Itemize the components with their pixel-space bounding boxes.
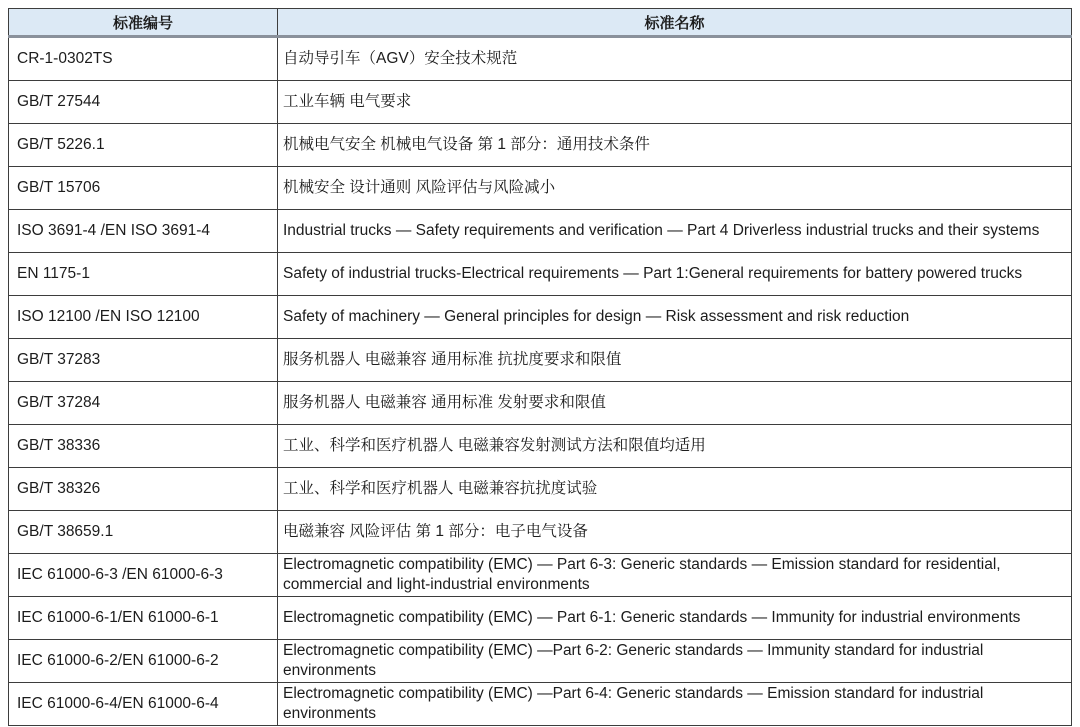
- table-row: [9, 425, 1072, 468]
- table-row: [9, 468, 1072, 511]
- standard-name-cell: 机械电气安全 机械电气设备 第 1 部分：通用技术条件: [278, 124, 1072, 167]
- standard-name-cell: Electromagnetic compatibility (EMC) —Part 6-4: Generic standards — Emission standard for industrial environments: [278, 683, 1072, 726]
- standard-number-cell: IEC 61000-6-4/EN 61000-6-4: [9, 683, 278, 726]
- table-row: [9, 339, 1072, 382]
- standard-number-cell: GB/T 38659.1: [9, 511, 278, 554]
- table-row: [9, 210, 1072, 253]
- table-row: [9, 382, 1072, 425]
- standard-number-cell: GB/T 37284: [9, 382, 278, 425]
- standard-name-cell: 工业车辆 电气要求: [278, 81, 1072, 124]
- header-standard-name: 标准名称: [278, 9, 1072, 37]
- standard-name-cell: 机械安全 设计通则 风险评估与风险减小: [278, 167, 1072, 210]
- standard-number-cell: GB/T 27544: [9, 81, 278, 124]
- table-row: [9, 124, 1072, 167]
- standards-table: [8, 8, 1072, 726]
- standard-name-cell: 服务机器人 电磁兼容 通用标准 抗扰度要求和限值: [278, 339, 1072, 382]
- standard-number-cell: IEC 61000-6-1/EN 61000-6-1: [9, 597, 278, 640]
- standard-name-cell: Industrial trucks — Safety requirements and verification — Part 4 Driverless industrial trucks and their systems: [278, 210, 1072, 253]
- standard-number-cell: GB/T 15706: [9, 167, 278, 210]
- standard-name-cell: 自动导引车（AGV）安全技术规范: [278, 37, 1072, 81]
- standard-number-cell: IEC 61000-6-3 /EN 61000-6-3: [9, 554, 278, 597]
- standard-number-cell: GB/T 38336: [9, 425, 278, 468]
- table-row: [9, 296, 1072, 339]
- standard-number-cell: ISO 12100 /EN ISO 12100: [9, 296, 278, 339]
- standard-name-cell: Electromagnetic compatibility (EMC) — Part 6-3: Generic standards — Emission standard for residential, commercial and light-industrial environments: [278, 554, 1072, 597]
- header-standard-number: 标准编号: [9, 9, 278, 37]
- standard-name-cell: 电磁兼容 风险评估 第 1 部分：电子电气设备: [278, 511, 1072, 554]
- table-row: [9, 511, 1072, 554]
- standard-name-cell: 工业、科学和医疗机器人 电磁兼容抗扰度试验: [278, 468, 1072, 511]
- standard-number-cell: CR-1-0302TS: [9, 37, 278, 81]
- standard-number-cell: EN 1175-1: [9, 253, 278, 296]
- standard-name-cell: Electromagnetic compatibility (EMC) —Part 6-2: Generic standards — Immunity standard for industrial environments: [278, 640, 1072, 683]
- table-body: [9, 37, 1072, 726]
- table-row: [9, 253, 1072, 296]
- table-row: [9, 554, 1072, 597]
- standard-name-cell: Safety of industrial trucks-Electrical requirements — Part 1:General requirements for battery powered trucks: [278, 253, 1072, 296]
- table-header-row: [9, 9, 1072, 37]
- table-row: [9, 167, 1072, 210]
- standard-name-cell: 服务机器人 电磁兼容 通用标准 发射要求和限值: [278, 382, 1072, 425]
- table-row: [9, 37, 1072, 81]
- standard-number-cell: IEC 61000-6-2/EN 61000-6-2: [9, 640, 278, 683]
- standard-name-cell: 工业、科学和医疗机器人 电磁兼容发射测试方法和限值均适用: [278, 425, 1072, 468]
- standard-name-cell: Safety of machinery — General principles for design — Risk assessment and risk reduction: [278, 296, 1072, 339]
- table-row: [9, 81, 1072, 124]
- standard-name-cell: Electromagnetic compatibility (EMC) — Part 6-1: Generic standards — Immunity for industrial environments: [278, 597, 1072, 640]
- table-row: [9, 597, 1072, 640]
- table-row: [9, 640, 1072, 683]
- standard-number-cell: GB/T 38326: [9, 468, 278, 511]
- standard-number-cell: ISO 3691-4 /EN ISO 3691-4: [9, 210, 278, 253]
- standard-number-cell: GB/T 5226.1: [9, 124, 278, 167]
- standard-number-cell: GB/T 37283: [9, 339, 278, 382]
- table-row: [9, 683, 1072, 726]
